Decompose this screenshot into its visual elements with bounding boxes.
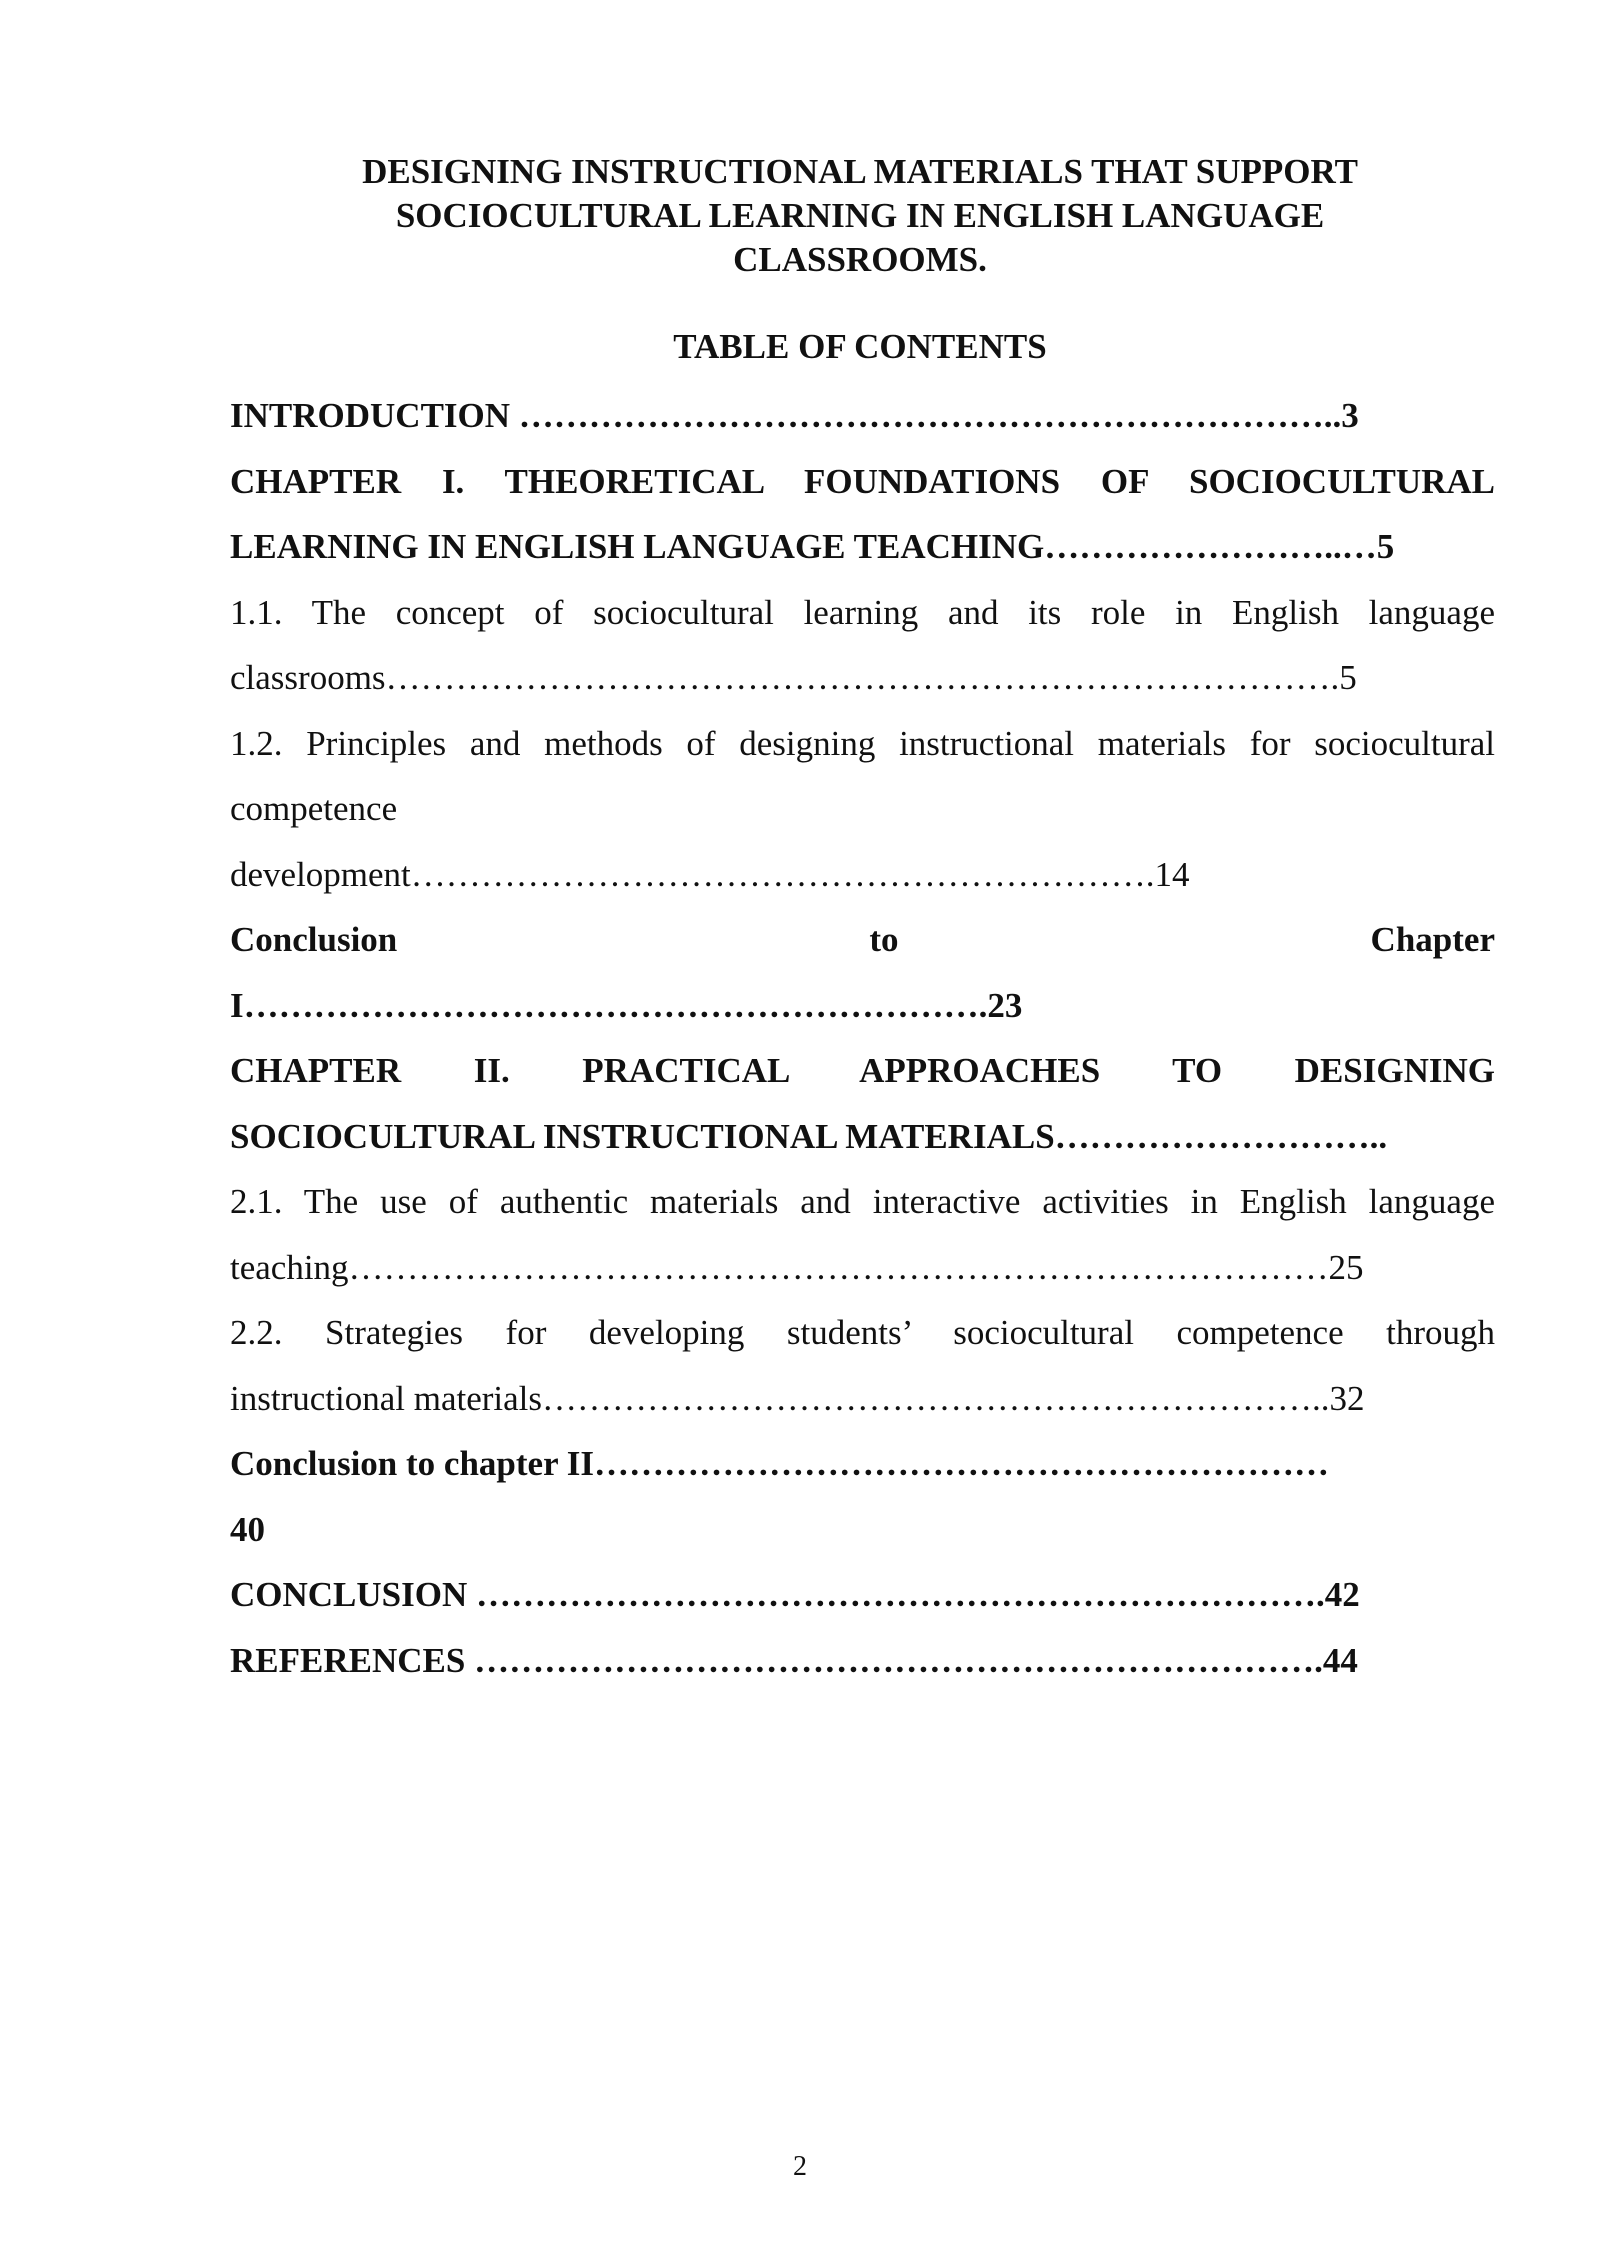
toc-entry-conclusion: CONCLUSION ……………………………………………………………….42: [230, 1575, 1360, 1614]
toc-entry-section-2-2: 2.2. Strategies for developing students’ sociocultural competence through: [230, 1313, 1495, 1352]
toc-entry-section-1-2-cont: competence: [230, 789, 398, 828]
document-title-line: CLASSROOMS.: [733, 240, 987, 279]
toc-entry-conclusion-chapter-2: Conclusion to chapter II………………………………………………………: [230, 1444, 1329, 1483]
toc-entry-chapter-2-title-cont: SOCIOCULTURAL INSTRUCTIONAL MATERIALS………………………..: [230, 1116, 1388, 1156]
toc-entry-section-2-1: 2.1. The use of authentic materials and interactive activities in English language: [230, 1182, 1495, 1221]
table-of-contents: [230, 392, 1495, 1702]
toc-entry-section-2-2-cont: instructional materials…………………………………………………………..32: [230, 1378, 1365, 1418]
page-number: 2: [793, 2151, 807, 2182]
toc-entry-section-1-1: 1.1. The concept of sociocultural learning and its role in English language: [230, 592, 1495, 632]
document-title: [230, 150, 1490, 282]
toc-entry-conclusion-chapter-1: Conclusion to Chapter: [230, 920, 1495, 959]
toc-entry-section-1-1-cont: classrooms……………………………………………………………………….5: [230, 658, 1357, 697]
document-title-line: SOCIOCULTURAL LEARNING IN ENGLISH LANGUAGE: [395, 196, 1325, 235]
toc-entry-section-1-2: 1.2. Principles and methods of designing instructional materials for sociocultural: [230, 723, 1495, 763]
toc-entry-section-1-2-cont: development……………………………………………………….14: [230, 854, 1190, 894]
toc-entry-chapter-2-title: CHAPTER II. PRACTICAL APPROACHES TO DESIGNING: [230, 1051, 1495, 1090]
toc-entry-section-2-1-cont: teaching…………………………………………………………………………25: [230, 1247, 1364, 1287]
document-title-line: DESIGNING INSTRUCTIONAL MATERIALS THAT SUPPORT: [362, 152, 1358, 191]
toc-entry-references: REFERENCES ……………………………………………………………….44: [230, 1640, 1358, 1680]
toc-entry-conclusion-chapter-2-cont: 40: [230, 1509, 265, 1549]
toc-entry-chapter-1-title-cont: LEARNING IN ENGLISH LANGUAGE TEACHING……………………..…5: [230, 527, 1395, 566]
toc-heading: TABLE OF CONTENTS: [673, 327, 1047, 366]
toc-entry-conclusion-chapter-1-cont: I……………………………………………………….23: [230, 985, 1023, 1025]
toc-entry-chapter-1-title: CHAPTER I. THEORETICAL FOUNDATIONS OF SOCIOCULTURAL: [230, 461, 1495, 501]
toc-entry-introduction: INTRODUCTION ……………………………………………………………..3: [230, 396, 1359, 435]
